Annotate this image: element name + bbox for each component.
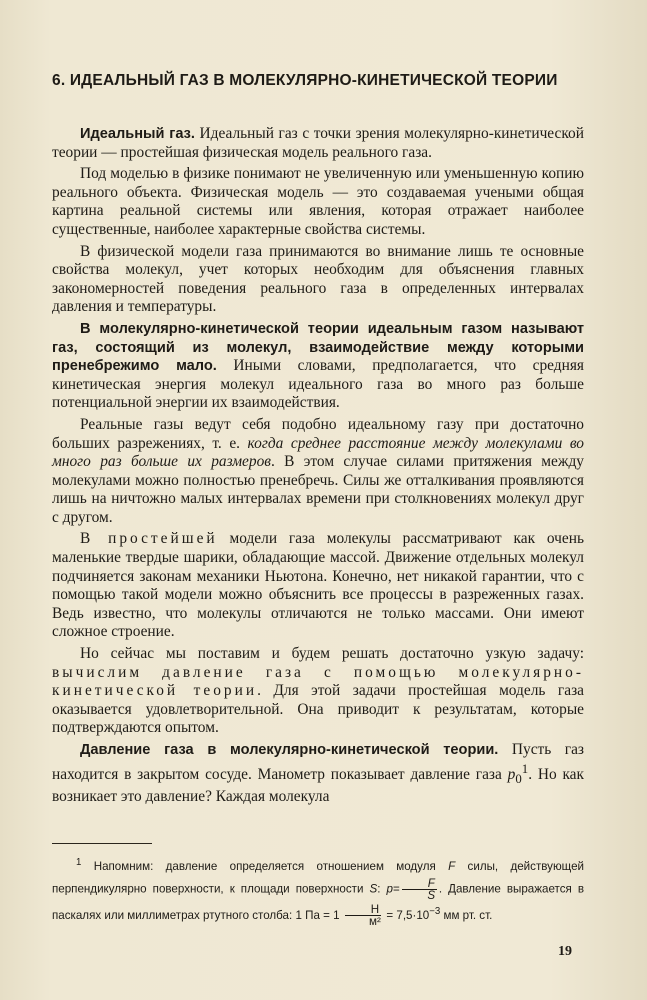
pressure-symbol: p [507, 765, 516, 783]
footnote-divider [52, 843, 152, 844]
unit-fraction: $\frac{Н}{\text{м²}}$ [345, 904, 381, 927]
subsection-heading: Давление газа в молекулярно-кинетической теории. [80, 742, 499, 758]
paragraph-2: Под моделью в физике понимают не увеличенную или уменьшенную копию реального объекта. Физическая модель — это создаваемая учеными общая картина реальной системы или явления, которая отражает наиболее существенные, наиболее характерные свойства системы. [52, 165, 584, 238]
paragraph-1: Идеальный газ. Идеальный газ с точки зрения молекулярно-кинетической теории — простейшая физическая модель реального газа. [52, 125, 584, 161]
italic-condition: когда среднее расстояние между молекулами во много раз больше их размеров [52, 434, 584, 471]
paragraph-6: В простейшей модели газа молекулы рассматривают как очень маленькие твердые шарики, обладающие массой. Движение отдельных молекул подчиняется законам механики Ньютона. Конечно, нет никакой гарантии, что с помощью такой модели можно объяснить все процессы в разреженных газах. Ведь известно, что молекулы отличаются не только массами. Они имеют сложное строение. [52, 530, 584, 641]
spaced-task: вычислим давление газа с помощью молекулярно-кинетической теории [52, 663, 584, 700]
page-number: 19 [558, 944, 572, 959]
definition-bold: В молекулярно-кинетической теории идеальным газом называют газ, состоящий из молекул, взаимодействие между которыми пренебрежимо мало. [52, 320, 584, 375]
spaced-emphasis: В простейшей [80, 530, 218, 548]
paragraph-5: Реальные газы ведут себя подобно идеальному газу при достаточно больших разрежениях, т. е. когда среднее расстояние между молекулами во много раз больше их размеров. В этом случае силами притяжения между молекулами можно полностью пренебречь. Силы же отталкивания проявляются лишь на ничтожно малых интервалах времени при столкновениях молекул друг с другом. [52, 415, 584, 526]
term-ideal-gas: Идеальный газ. [80, 126, 195, 142]
paragraph-7: Но сейчас мы поставим и будем решать достаточно узкую задачу: вычислим давление газа с помощью молекулярно-кинетической теории. Для этой задачи простейшая модель газа оказывается удовлетворительной. Она приводит к результатам, которые подтверждаются опытом. [52, 645, 584, 737]
footnote: $^1$ Напомним: давление определяется отношением модуля F силы, действующей перпендикулярно поверхности, к площади поверхности S: p= $\frac{F}{S}$ . Давление выражается в паскалях или миллиметрах ртутного столба: 1 Па = 1 $\frac{Н}{\text{м²}}$ = $7,5\cdot 10^{-3}$ мм рт. ст. [52, 857, 584, 929]
footnote-ref: 1 [521, 761, 529, 776]
section-heading: 6. ИДЕАЛЬНЫЙ ГАЗ В МОЛЕКУЛЯРНО-КИНЕТИЧЕСКОЙ ТЕОРИИ [52, 72, 558, 89]
paragraph-4: В молекулярно-кинетической теории идеальным газом называют газ, состоящий из молекул, взаимодействие между которыми пренебрежимо мало. Иными словами, предполагается, что средняя кинетическая энергия молекул идеального газа во много раз больше потенциальной энергии их взаимодействия. [52, 320, 584, 412]
paragraph-8: Давление газа в молекулярно-кинетической теории. Пусть газ находится в закрытом сосуде. Манометр показывает давление газа $p_0^1$. Но как возникает это давление? Каждая молекула [52, 741, 584, 806]
body-text [52, 125, 584, 810]
pressure-formula: $\frac{F}{S}$ [402, 878, 437, 901]
paragraph-3: В физической модели газа принимаются во внимание лишь те основные свойства молекул, учет которых необходим для объяснения главных закономерностей поведения реального газа в определенных интервалах давления и температуры. [52, 242, 584, 316]
